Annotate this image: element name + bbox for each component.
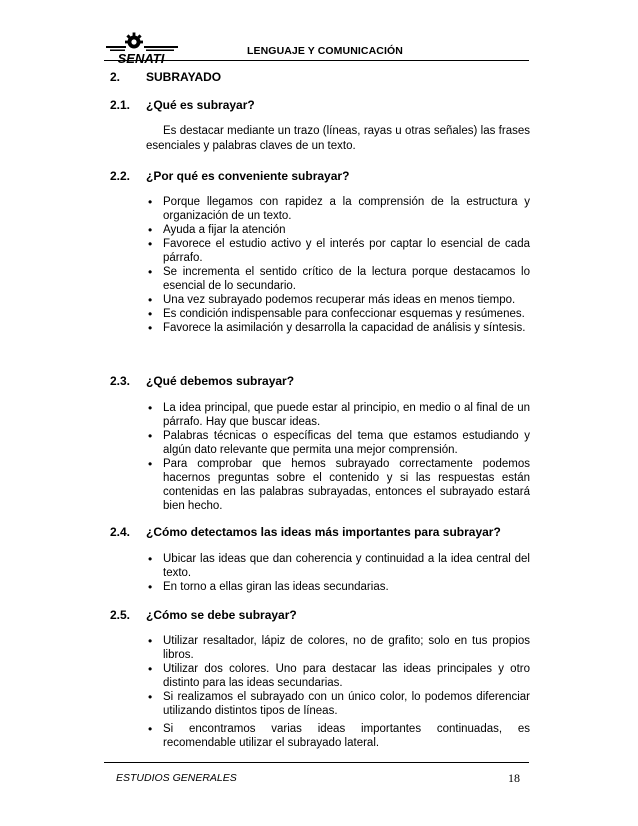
section-title: SUBRAYADO [146,70,222,84]
list-item: • Favorece el estudio activo y el interés por captar lo esencial de cada párrafo. [146,237,530,265]
list-item: • Ubicar las ideas que dan coherencia y continuidad a la idea central del texto. [146,552,530,580]
list-item: • Ayuda a fijar la atención [146,223,530,237]
subsection-number-2-2: 2.2. [110,169,131,183]
section-number: 2. [110,70,121,84]
list-item: • Utilizar dos colores. Uno para destacar las ideas principales y otro distinto para las ideas secundarias. [146,662,530,690]
bullet-list-2-2 [146,195,530,335]
list-item: • Si realizamos el subrayado con un único color, lo podemos diferenciar utilizando distintos tipos de líneas. [146,690,530,718]
subsection-title-2-1: ¿Qué es subrayar? [146,98,255,112]
list-item: • Una vez subrayado podemos recuperar más ideas en menos tiempo. [146,293,530,307]
header-divider [104,60,529,61]
subsection-title-2-5: ¿Cómo se debe subrayar? [146,608,297,622]
subsection-title-2-2: ¿Por qué es conveniente subrayar? [146,169,350,183]
bullet-list-2-4 [146,552,530,594]
subsection-title-2-4: ¿Cómo detectamos las ideas más importantes para subrayar? [146,525,501,539]
subsection-number-2-5: 2.5. [110,608,131,622]
bullet-list-2-3 [146,401,530,513]
header-title: LENGUAJE Y COMUNICACIÓN [247,45,403,57]
page-number: 18 [508,771,520,785]
list-item: • En torno a ellas giran las ideas secundarias. [146,580,530,594]
list-item: • Porque llegamos con rapidez a la comprensión de la estructura y organización de un texto. [146,195,530,223]
footer-label: ESTUDIOS GENERALES [116,772,237,784]
footer-divider [104,762,529,763]
subsection-number-2-4: 2.4. [110,525,131,539]
list-item: • Favorece la asimilación y desarrolla la capacidad de análisis y síntesis. [146,321,530,335]
svg-text:SENATI: SENATI [117,51,165,66]
subsection-title-2-3: ¿Qué debemos subrayar? [146,374,295,388]
paragraph-2-1: Es destacar mediante un trazo (líneas, rayas u otras señales) las frases esenciales y palabras claves de un texto. [146,125,530,152]
bullet-list-2-5 [146,634,530,750]
subsection-number-2-1: 2.1. [110,98,131,112]
list-item: • Para comprobar que hemos subrayado correctamente podemos hacernos preguntas sobre el contenido y si las respuestas están contenidas en las palabras subrayadas, entonces el subrayado estará bien hecho. [146,457,530,513]
list-item: • La idea principal, que puede estar al principio, en medio o al final de un párrafo. Hay que buscar ideas. [146,401,530,429]
subsection-number-2-3: 2.3. [110,374,131,388]
list-item: • Si encontramos varias ideas importantes continuadas, es recomendable utilizar el subrayado lateral. [146,722,530,750]
list-item: • Es condición indispensable para confeccionar esquemas y resúmenes. [146,307,530,321]
list-item: • Palabras técnicas o específicas del tema que estamos estudiando y algún dato relevante que permita una mejor comprensión. [146,429,530,457]
list-item: • Utilizar resaltador, lápiz de colores, no de grafito; solo en tus propios libros. [146,634,530,662]
list-item: • Se incrementa el sentido crítico de la lectura porque destacamos lo esencial de lo secundario. [146,265,530,293]
